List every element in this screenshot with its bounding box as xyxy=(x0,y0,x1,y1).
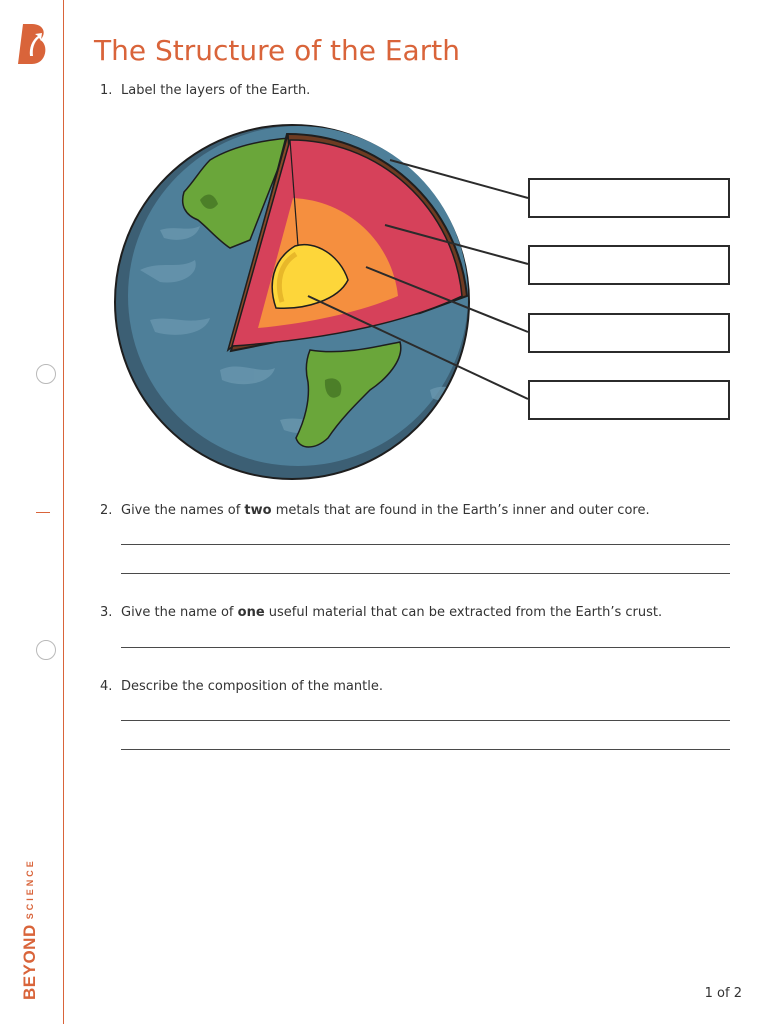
question-text-end: metals that are found in the Earth’s inner and outer core. xyxy=(271,503,650,518)
answer-line[interactable] xyxy=(121,749,730,750)
brand-word: BEYOND xyxy=(20,924,39,1000)
question-number: 1. xyxy=(100,83,113,98)
question-text: Label the layers of the Earth. xyxy=(121,83,311,98)
label-box-1[interactable] xyxy=(528,178,730,218)
question-text-end: useful material that can be extracted from the Earth’s crust. xyxy=(264,605,663,620)
question-number: 2. xyxy=(100,503,113,518)
page-title: The Structure of the Earth xyxy=(94,34,460,67)
fold-mark xyxy=(36,512,50,513)
question-text: Give the names of xyxy=(121,503,245,518)
brand-sub: SCIENCE xyxy=(25,858,35,920)
label-box-2[interactable] xyxy=(528,245,730,285)
binder-hole-bottom xyxy=(36,640,56,660)
question-text: Give the name of xyxy=(121,605,238,620)
question-emphasis: one xyxy=(237,605,265,620)
earth-layers-diagram xyxy=(100,120,550,480)
beyond-logo-icon xyxy=(14,22,52,66)
answer-line[interactable] xyxy=(121,720,730,721)
binder-hole-top xyxy=(36,364,56,384)
question-4 xyxy=(100,679,383,694)
question-2 xyxy=(100,503,650,518)
question-number: 3. xyxy=(100,605,113,620)
label-box-3[interactable] xyxy=(528,313,730,353)
brand-wordmark xyxy=(20,858,40,1000)
question-1 xyxy=(100,83,310,98)
question-number: 4. xyxy=(100,679,113,694)
question-text: Describe the composition of the mantle. xyxy=(121,679,383,694)
label-box-4[interactable] xyxy=(528,380,730,420)
margin-line xyxy=(63,0,64,1024)
question-3 xyxy=(100,605,662,620)
question-emphasis: two xyxy=(244,503,272,518)
answer-line[interactable] xyxy=(121,647,730,648)
answer-line[interactable] xyxy=(121,573,730,574)
answer-line[interactable] xyxy=(121,544,730,545)
page-number: 1 of 2 xyxy=(704,986,742,1001)
